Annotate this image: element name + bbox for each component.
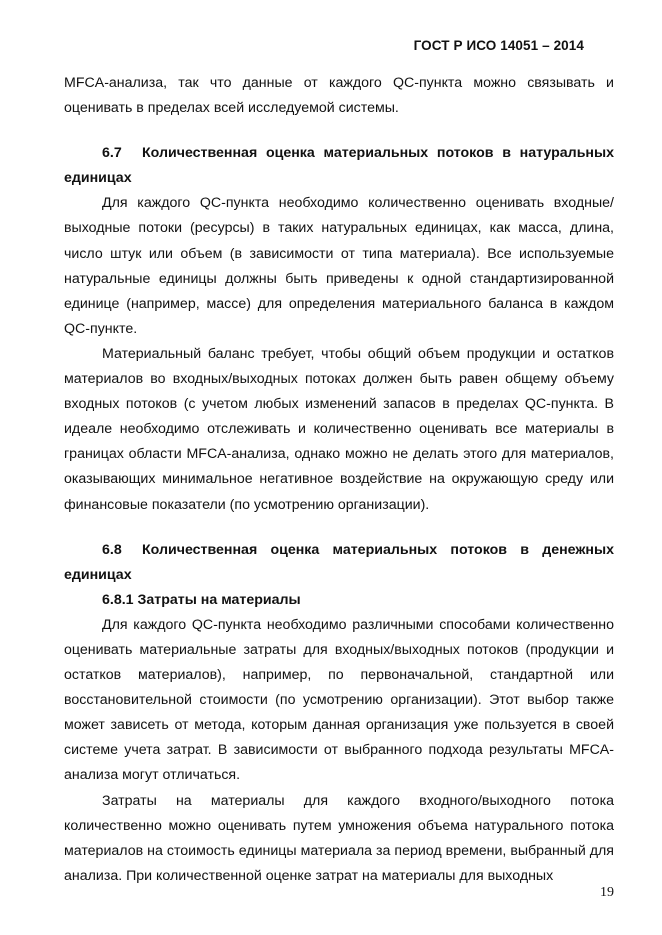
section-6-7-title: Количественная оценка материальных потоков в натуральных единицах [64, 145, 614, 187]
page-number: 19 [600, 885, 614, 900]
section-6-8-1-heading [64, 588, 614, 613]
section-6-7-heading [64, 141, 614, 191]
section-6-8-heading [64, 538, 614, 588]
document-body [64, 71, 614, 889]
section-6-8-1-paragraph-2: Затраты на материалы для каждого входного/выходного потока количественно можно оценивать путем умножения объема натурального потока материалов на стоимость единицы материала за период времени, выбранный для анализа. При количественной оценке затрат на материалы для выходных [64, 792, 614, 884]
section-6-8-1-paragraph-1: Для каждого QC-пункта необходимо различными способами количественно оценивать материальные затраты для входных/выходных потоков (продукции и остатков материалов), например, по первоначальной, стандартной или восстановительной стоимости (по усмотрению организации). Этот выбор также может зависеть от метода, которым данная организация уже пользуется в своей системе учета затрат. В зависимости от выбранного подхода результаты MFCA-анализа могут отличаться. [64, 616, 614, 784]
section-6-7-paragraph-1: Для каждого QC-пункта необходимо количественно оценивать входные/выходные потоки (ресурсы) в таких натуральных единицах, как масса, длина, число штук или объем (в зависимости от типа материала). Все используемые натуральные единицы должны быть приведены к одной стандартизированной единице (например, массе) для определения материального баланса в каждом QC-пункте. [64, 195, 614, 337]
section-6-8-number: 6.8 [102, 541, 122, 558]
section-6-7-paragraph-2: Материальный баланс требует, чтобы общий объем продукции и остатков материалов во входных/выходных потоках должен быть равен общему объему входных потоков (с учетом любых изменений запасов в пределах QC-пункта. В идеале необходимо отслеживать и количественно оценивать все материалы в границах области MFCA-анализа, однако можно не делать этого для материалов, оказывающих минимальное негативное воздействие на окружающую среду или финансовые показатели (по усмотрению организации). [64, 345, 614, 513]
intro-paragraph: MFCA-анализа, так что данные от каждого QC-пункта можно связывать и оценивать в пределах всей исследуемой системы. [64, 75, 614, 117]
section-6-8-title: Количественная оценка материальных потоков в денежных единицах [64, 541, 614, 583]
section-6-7-number: 6.7 [102, 145, 122, 162]
section-6-8-1-title: Затраты на материалы [137, 591, 301, 608]
document-code-header: ГОСТ Р ИСО 14051 – 2014 [413, 38, 584, 53]
section-6-8-1-number: 6.8.1 [102, 591, 134, 608]
